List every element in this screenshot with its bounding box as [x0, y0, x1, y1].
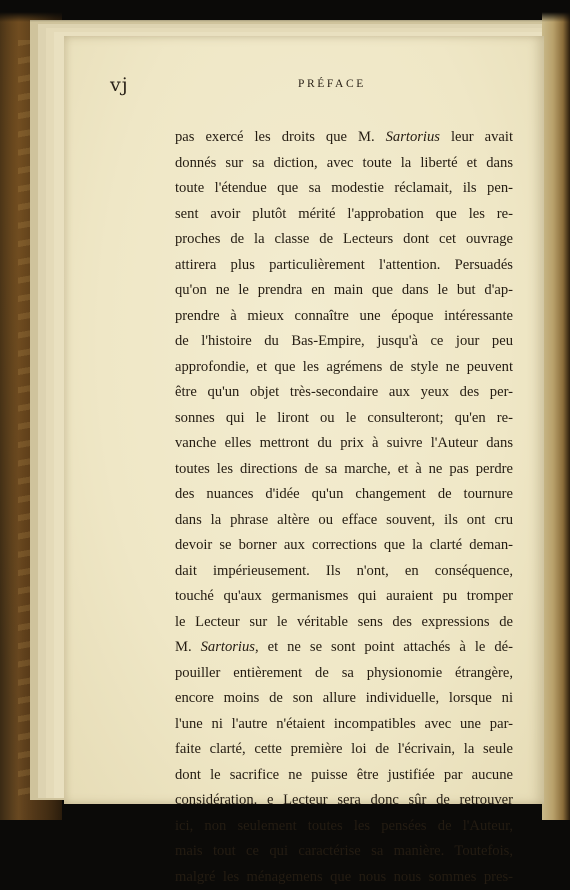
author-name: Sartorius	[386, 129, 440, 145]
text-line: considération. e Lecteur sera donc sûr de retrouver	[175, 788, 513, 814]
text-line: dans la phrase altère ou efface souvent, ils ont cru	[175, 508, 513, 534]
text-line: faite clarté, cette première loi de l'écrivain, la seule	[175, 737, 513, 763]
author-name: Sartorius	[201, 639, 255, 655]
text-line: dait impérieusement. Ils n'ont, en conséquence,	[175, 559, 513, 585]
spine-shadow	[542, 0, 570, 820]
text-line: dont le sacrifice ne puisse être justifiée par aucune	[175, 763, 513, 789]
text-line: ici, non seulement toutes les pensées de l'Auteur,	[175, 814, 513, 840]
text-line: devoir se borner aux corrections que la clarté deman-	[175, 533, 513, 559]
body-text	[175, 125, 513, 890]
text-line: sonnes qui le liront ou le consulteront; qu'en re-	[175, 406, 513, 432]
top-shadow	[0, 0, 570, 22]
text-line: encore moins de son allure individuelle, lorsque ni	[175, 686, 513, 712]
text-line: donnés sur sa diction, avec toute la liberté et dans	[175, 151, 513, 177]
text-line: attirera plus particulièrement l'attention. Persuadés	[175, 253, 513, 279]
text-line: toutes les directions de sa marche, et à ne pas perdre	[175, 457, 513, 483]
text-line: sent avoir plutôt mérité l'approbation que les re-	[175, 202, 513, 228]
text-line: proches de la classe de Lecteurs dont cet ouvrage	[175, 227, 513, 253]
text-line: touché qu'aux germanismes qui auraient pu tromper	[175, 584, 513, 610]
text-line: être qu'un objet très-secondaire aux yeux des per-	[175, 380, 513, 406]
running-title: PRÉFACE	[298, 78, 366, 90]
text-line: des nuances d'idée qu'un changement de tournure	[175, 482, 513, 508]
page-number: vj	[110, 74, 129, 96]
text-line: le Lecteur sur le véritable sens des expressions de	[175, 610, 513, 636]
text-line: pas exercé les droits que M. Sartorius leur avait	[175, 125, 513, 151]
text-line: prendre à mieux connaître une époque intéressante	[175, 304, 513, 330]
text-line: pouiller entièrement de sa physionomie étrangère,	[175, 661, 513, 687]
running-head	[110, 74, 490, 104]
text-line: toute l'étendue que sa modestie réclamait, ils pen-	[175, 176, 513, 202]
text-line: approfondie, et que les agrémens de style ne peuvent	[175, 355, 513, 381]
text-line: M. Sartorius, et ne se sont point attachés à le dé-	[175, 635, 513, 661]
text-line: mais tout ce qui caractérise sa manière. Toutefois,	[175, 839, 513, 865]
text-line: de l'histoire du Bas-Empire, jusqu'à ce jour peu	[175, 329, 513, 355]
text-line: malgré les ménagemens que nous nous sommes pres-	[175, 865, 513, 890]
text-line: qu'on ne le prendra en main que dans le but d'ap-	[175, 278, 513, 304]
text-line: l'une ni l'autre n'étaient incompatibles avec une par-	[175, 712, 513, 738]
text-line: vanche elles mettront du prix à suivre l'Auteur dans	[175, 431, 513, 457]
